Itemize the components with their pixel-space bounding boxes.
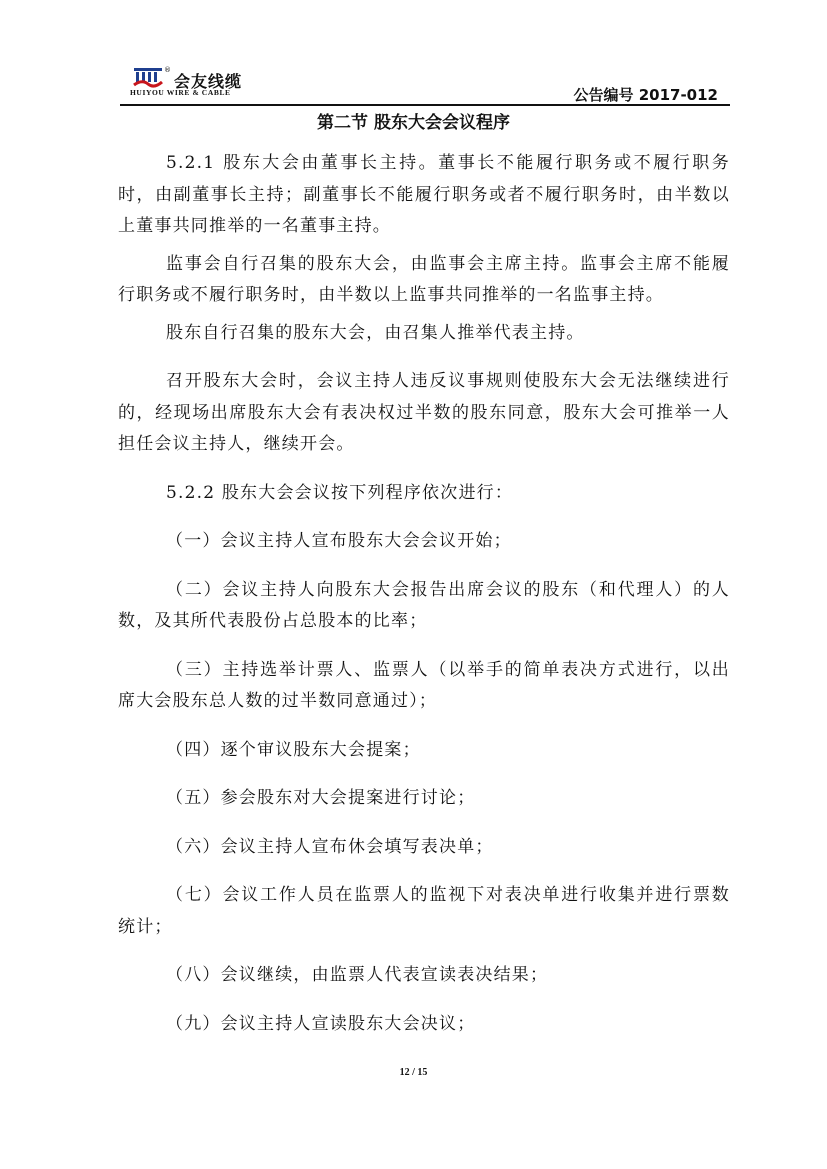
registered-mark: ® [164,66,171,74]
page-number: 12 / 15 [399,1067,428,1078]
procedure-item-2: （二）会议主持人向股东大会报告出席会议的股东（和代理人）的人数，及其所代表股份占总股本的比率； [118,579,730,631]
procedure-item-8: （八）会议继续，由监票人代表宣读表决结果； [166,965,549,985]
procedure-item-3: （三）主持选举计票人、监票人（以举手的简单表决方式进行，以出席大会股东总人数的过半数同意通过）； [118,659,730,711]
logo-text-en: HUIYOU WIRE & CABLE [130,88,231,97]
procedure-item-9: （九）会议主持人宣读股东大会决议； [166,1013,476,1034]
document-body [118,148,730,1040]
procedure-item-6: （六）会议主持人宣布休会填写表决单； [166,836,494,857]
header-divider [120,104,730,106]
logo-text-cn: 会友线缆 [174,72,243,91]
procedure-item-4: （四）逐个审议股东大会提案； [166,739,421,760]
logo-mark-icon [132,66,164,88]
notice-number: 公告编号 2017-012 [573,86,718,104]
procedure-item-1: （一）会议主持人宣布股东大会会议开始； [166,531,512,551]
paragraph-shareholder-convened: 股东自行召集的股东大会，由召集人推举代表主持。 [166,322,585,343]
paragraph-chair-replacement: 召开股东大会时，会议主持人违反议事规则使股东大会无法继续进行的，经现场出席股东大会有表决权过半数的股东同意，股东大会可推举一人担任会议主持人，继续开会。 [118,371,730,454]
procedure-item-5: （五）参会股东对大会提案进行讨论； [166,788,476,808]
paragraph-supervisory-board: 监事会自行召集的股东大会，由监事会主席主持。监事会主席不能履行职务或不履行职务时，由半数以上监事共同推举的一名监事主持。 [118,253,730,305]
paragraph-5-2-1: 5.2.1 股东大会由董事长主持。董事长不能履行职务或不履行职务时，由副董事长主持；副董事长不能履行职务或者不履行职务时，由半数以上董事共同推举的一名董事主持。 [118,153,730,236]
section-title: 第二节 股东大会会议程序 [317,113,510,133]
paragraph-5-2-2: 5.2.2 股东大会会议按下列程序依次进行： [166,482,514,503]
company-logo [126,66,276,98]
procedure-item-7: （七）会议工作人员在监票人的监视下对表决单进行收集并进行票数统计； [118,885,730,937]
